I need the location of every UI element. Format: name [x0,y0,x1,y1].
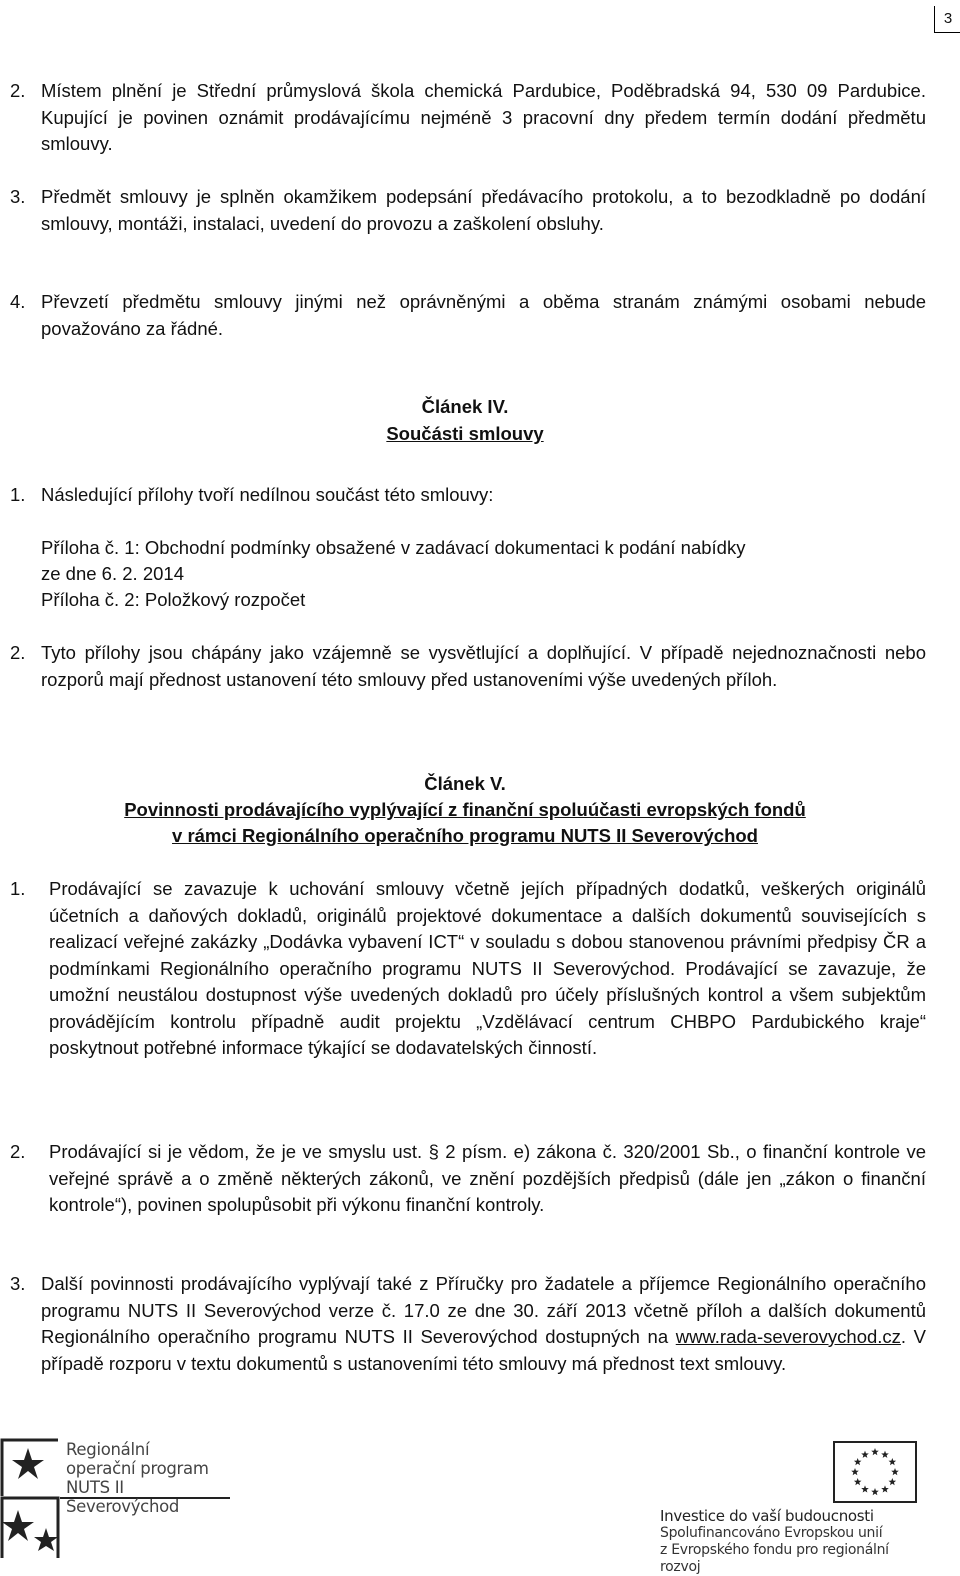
item-number: 2. [10,1141,26,1162]
eu-logo-line-2: Spolufinancováno Evropskou unií [660,1525,883,1541]
star-icon [34,1528,58,1551]
article-4-item-1 [10,482,926,509]
article-4-subtitle: Součásti smlouvy [386,423,544,444]
eu-logo-line-1: Investice do vaší budoucnosti [660,1507,874,1525]
item-text: Místem plnění je Střední průmyslová škola chemická Pardubice, Poděbradská 94, 530 09 Pardubice. Kupující je povinen oznámit prodávajícímu nejméně 3 pracovní dny předem termín dodání předmětu smlouvy. [41,80,926,154]
rop-logo-line-1: Regionální [66,1440,150,1459]
item-text [41,1271,926,1377]
article-5-title: Článek V. [424,773,506,794]
rop-logo [0,1438,240,1560]
star-icon [2,1510,34,1541]
item-text-before: Další povinnosti prodávajícího vyplývají také z Příručky pro žadatele a příjemce Regionálního operačního programu NUTS II Severovýchod verze č. 17.0 ze dne 30. září 2013 včetně příloh a dalších dokumentů Regionálního operačního programu NUTS II Severovýchod dostupných na [41,1273,926,1347]
list-item-2 [10,78,926,158]
article-5-item-3 [10,1271,926,1377]
eu-logo-text [660,1508,926,1576]
article-5-subtitle-2: v rámci Regionálního operačního programu NUTS II Severovýchod [172,825,758,846]
attachment-2: Příloha č. 2: Položkový rozpočet [41,589,306,610]
page-number: 3 [934,6,960,33]
item-text: Následující přílohy tvoří nedílnou součást této smlouvy: [41,484,494,505]
article-5-item-1 [10,876,926,1062]
item-text-after: . V případě rozporu v textu dokumentů s ustanoveními této smlouvy má přednost text smlouvy. [41,1326,926,1374]
item-text: Předmět smlouvy je splněn okamžikem podepsání předávacího protokolu, a to bezodkladně po dodání smlouvy, montáži, instalaci, uvedení do provozu a zaškolení obsluhy. [41,186,926,234]
article-5-item-2 [10,1139,926,1219]
eu-flag-icon [830,1438,920,1508]
eu-logo [660,1438,960,1575]
item-number: 2. [10,80,26,101]
eu-logo-line-3: z Evropského fondu pro regionální rozvoj [660,1542,889,1575]
item-number: 3. [10,186,26,207]
item-text: Prodávající se zavazuje k uchování smlouvy včetně jejích případných dodatků, veškerých originálů účetních a daňových dokladů, originálů projektové dokumentace a dalších dokumentů souvisejících s realizací veřejné zakázky „Dodávka vybavení ICT“ v souladu s dobou stanovenou právními předpisy ČR a podmínkami Regionálního operačního programu NUTS II Severovýchod. Prodávající se zavazuje, že umožní neustálou dostupnost výše uvedených dokladů pro účely příslušných kontrol a všem subjektům provádějícím kontrolu případně audit projektu „Vzdělávací centrum CHBPO Pardubického kraje“ poskytnout potřebné informace týkající se dodavatelských činností. [49,878,926,1058]
item-text: Prodávající si je vědom, že je ve smyslu ust. § 2 písm. e) zákona č. 320/2001 Sb., o finanční kontrole ve veřejné správě a o změně některých zákonů, ve znění pozdějších předpisů (dále jen „zákon o finanční kontrole“), povinen spolupůsobit při výkonu finanční kontroly. [49,1141,926,1215]
item-number: 2. [10,642,26,663]
rop-logo-text [66,1440,240,1516]
article-5-subtitle-1: Povinnosti prodávajícího vyplývající z finanční spoluúčasti evropských fondů [124,799,806,820]
list-item-4 [10,289,926,342]
attachment-1-line-1: Příloha č. 1: Obchodní podmínky obsažené v zadávací dokumentaci k podání nabídky [41,537,746,558]
item-number: 1. [10,484,26,505]
attachment-1-line-2: ze dne 6. 2. 2014 [41,563,184,584]
item-number: 4. [10,291,26,312]
item-text: Tyto přílohy jsou chápány jako vzájemně se vysvětlující a doplňující. V případě nejednoznačnosti nebo rozporů mají přednost ustanovení této smlouvy před ustanoveními výše uvedených příloh. [41,642,926,690]
item-text: Převzetí předmětu smlouvy jinými než oprávněnými a oběma stranám známými osobami nebude považováno za řádné. [41,291,926,339]
website-link[interactable]: www.rada-severovychod.cz [675,1326,901,1347]
article-4-item-2 [10,640,926,693]
article-4-title: Článek IV. [421,396,509,417]
item-number: 1. [10,878,26,899]
item-number: 3. [10,1273,26,1294]
rop-logo-line-2: operační program [66,1459,209,1478]
rop-logo-line-3: NUTS II Severovýchod [66,1478,180,1516]
list-item-3 [10,184,926,237]
